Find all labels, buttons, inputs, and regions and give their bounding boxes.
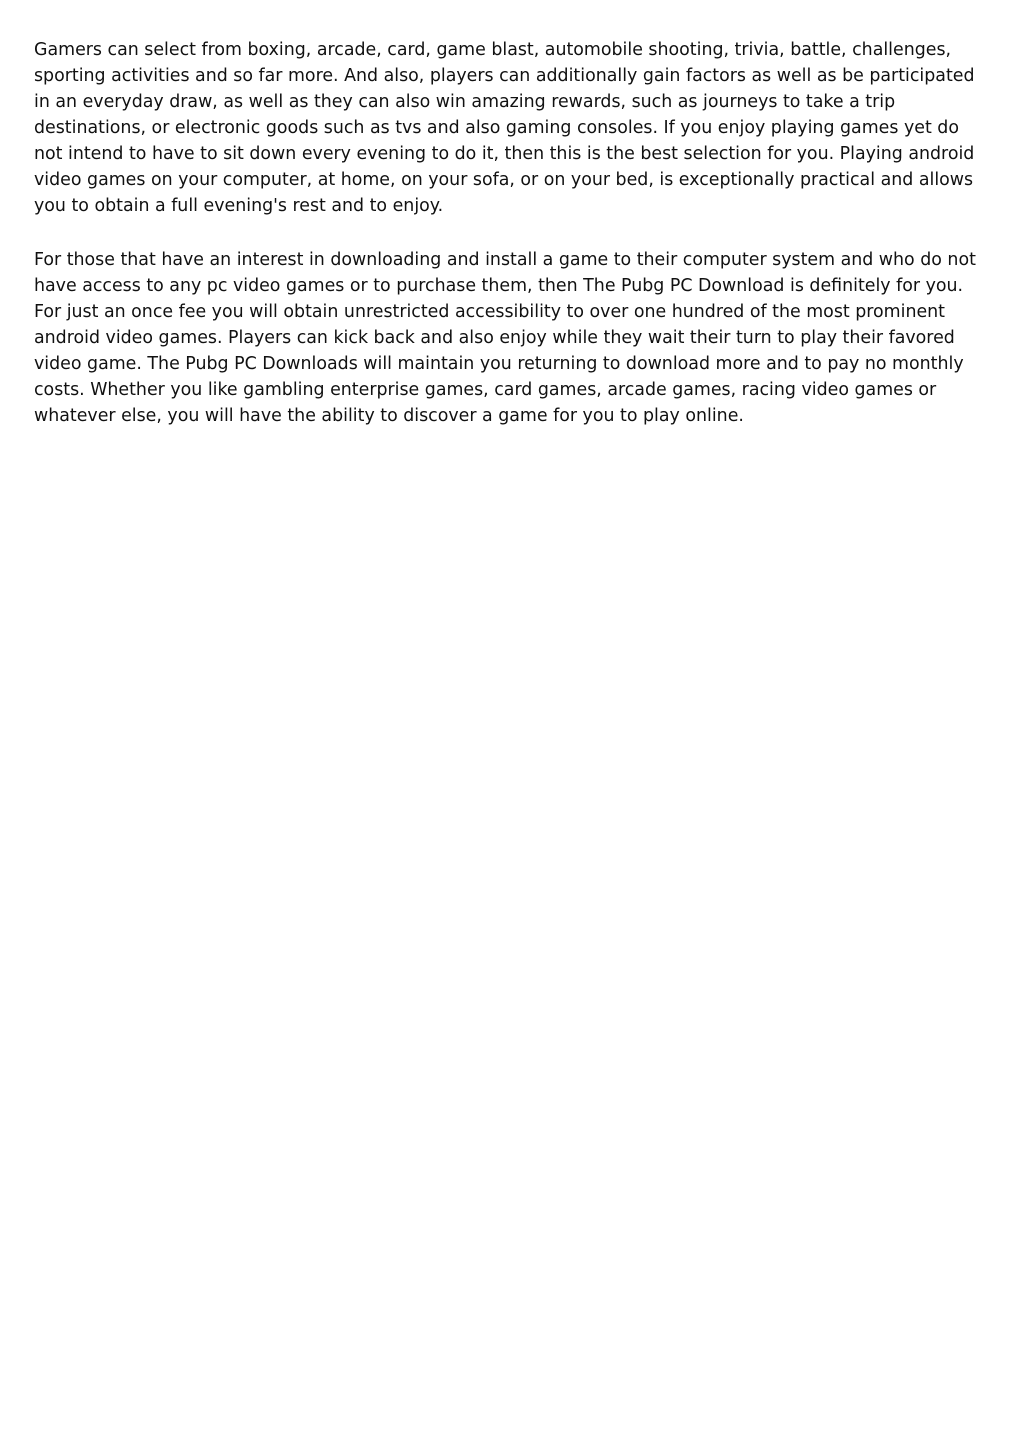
paragraph-pubg-pc-download: For those that have an interest in downloading and install a game to their computer system and who do not have access to any pc video games or to purchase them, then The Pubg PC Download is definitely for you. For just an once fee you will obtain unrestricted accessibility to over one hundred of the most prominent android video games. Players can kick back and also enjoy while they wait their turn to play their favored video game. The Pubg PC Downloads will maintain you returning to download more and to pay no monthly costs. Whether you like gambling enterprise games, card games, arcade games, racing video games or whatever else, you will have the ability to discover a game for you to play online.: [34, 250, 976, 426]
paragraph-gamers-selection: Gamers can select from boxing, arcade, card, game blast, automobile shooting, trivia, battle, challenges, sporting activities and so far more. And also, players can additionally gain factors as well as be participated in an everyday draw, as well as they can also win amazing rewards, such as journeys to take a trip destinations, or electronic goods such as tvs and also gaming consoles. If you enjoy playing games yet do not intend to have to sit down every evening to do it, then this is the best selection for you. Playing android video games on your computer, at home, on your sofa, or on your bed, is exceptionally practical and allows you to obtain a full evening's rest and to enjoy.: [34, 40, 975, 216]
document-body: [34, 37, 986, 429]
